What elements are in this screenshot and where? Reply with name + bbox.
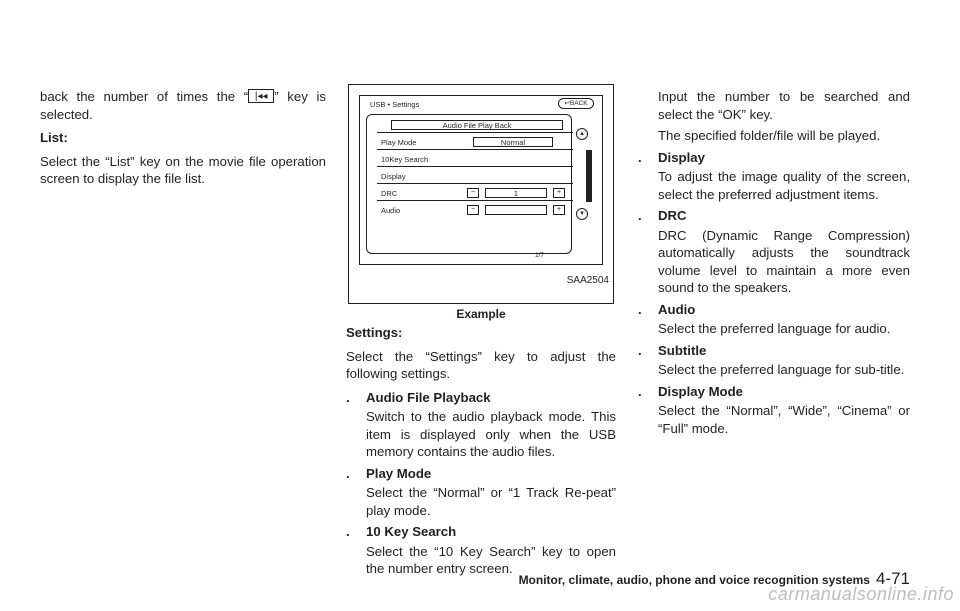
settings-intro: Select the “Settings” key to adjust the following settings. xyxy=(346,348,616,381)
row-display xyxy=(377,168,573,184)
audio-label: Audio xyxy=(381,206,401,215)
item-body: DRC (Dynamic Range Compression) automatically adjusts the soundtrack volume level to maintain a more even sound to the speakers. xyxy=(658,227,910,295)
bullet-mark: . xyxy=(346,389,350,405)
settings-screen-figure xyxy=(348,84,614,304)
item-body: Switch to the audio playback mode. This item is displayed only when the USB memory contains the audio files. xyxy=(366,409,616,459)
drc-value: 1 xyxy=(485,188,547,198)
item-title: DRC xyxy=(658,208,687,223)
item-body: Select the “10 Key Search” key to open the number entry screen. xyxy=(366,543,616,576)
row-10key-search xyxy=(377,151,573,167)
column-left xyxy=(40,88,326,194)
item-body: To adjust the image quality of the screen, select the preferred adjustment items. xyxy=(658,169,910,202)
drc-label: DRC xyxy=(381,189,398,198)
play-mode-value: Normal xyxy=(473,137,553,147)
list-body: Select the “List” key on the movie file operation screen to display the file list. xyxy=(40,153,326,186)
footer-section-title: Monitor, climate, audio, phone and voice recognition systems xyxy=(518,573,870,587)
bullet-mark: . xyxy=(638,149,642,165)
continued-text-2: The specified folder/file will be played. xyxy=(658,128,881,143)
settings-item-display xyxy=(638,149,910,204)
figure-caption: Example xyxy=(456,307,506,321)
item-body: Select the “Normal” or “1 Track Re-peat” play mode. xyxy=(366,485,616,518)
bullet-mark: . xyxy=(346,524,350,539)
scroll-up-icon: ▲ xyxy=(576,128,588,140)
item-body: Select the “Normal”, “Wide”, “Cinema” or “Full” mode. xyxy=(658,403,910,436)
audio-value xyxy=(485,205,547,215)
settings-item-audio-file-playback xyxy=(346,389,616,461)
row-audio xyxy=(377,202,573,218)
intro-text-end: ” key is selected. xyxy=(40,89,326,122)
audio-file-play-back-button: Audio File Play Back xyxy=(391,120,563,130)
settings-item-display-mode xyxy=(638,383,910,438)
scroll-down-icon: ▼ xyxy=(576,208,588,220)
key-search-label: 10Key Search xyxy=(381,155,429,164)
audio-increase-icon: + xyxy=(553,205,565,215)
settings-item-play-mode xyxy=(346,465,616,520)
watermark: carmanualsonline.info xyxy=(768,584,954,604)
settings-item-subtitle xyxy=(638,342,910,379)
display-label: Display xyxy=(381,172,406,181)
item-body: Select the preferred language for sub-title. xyxy=(658,362,905,377)
item-title: Audio File Playback xyxy=(366,389,491,405)
column-middle xyxy=(346,324,616,582)
list-heading: List: xyxy=(40,130,68,145)
back-button: ↩BACK xyxy=(558,98,594,109)
row-drc xyxy=(377,185,573,201)
item-body: Select the preferred language for audio. xyxy=(658,321,891,336)
usb-settings-screen xyxy=(359,95,603,265)
figure-code: SAA2504 xyxy=(566,275,609,286)
item-title: Audio xyxy=(658,301,696,317)
item-title: Subtitle xyxy=(658,342,707,358)
continued-text-1: Input the number to be searched and select the “OK” key. xyxy=(658,89,910,122)
intro-text-start: back the number of times the “ xyxy=(40,89,249,104)
item-title: 10 Key Search xyxy=(366,524,457,539)
bullet-mark: . xyxy=(638,301,642,317)
play-mode-label: Play Mode xyxy=(381,138,417,147)
bullet-mark: . xyxy=(346,465,350,481)
item-title: Display Mode xyxy=(658,383,744,399)
drc-increase-icon: + xyxy=(553,188,565,198)
page-indicator: 1/7 xyxy=(534,252,544,259)
bullet-mark: . xyxy=(638,383,642,399)
audio-decrease-icon: − xyxy=(467,205,479,215)
settings-item-drc xyxy=(638,207,910,297)
page-number: 4-71 xyxy=(875,569,910,588)
bullet-mark: . xyxy=(638,208,642,223)
settings-heading: Settings: xyxy=(346,325,403,340)
row-audio-file-play-back xyxy=(377,117,573,133)
item-title: Display xyxy=(658,149,705,165)
row-play-mode xyxy=(377,134,573,150)
bullet-mark: . xyxy=(638,342,642,358)
scrollbar xyxy=(586,150,592,202)
item-title: Play Mode xyxy=(366,465,432,481)
screen-header: USB • Settings xyxy=(370,100,420,109)
settings-list-frame xyxy=(366,114,572,254)
settings-item-audio xyxy=(638,301,910,338)
intro-paragraph xyxy=(40,88,326,123)
skip-back-key-icon: |◂◂ xyxy=(248,89,274,103)
column-right xyxy=(638,88,910,441)
drc-decrease-icon: − xyxy=(467,188,479,198)
